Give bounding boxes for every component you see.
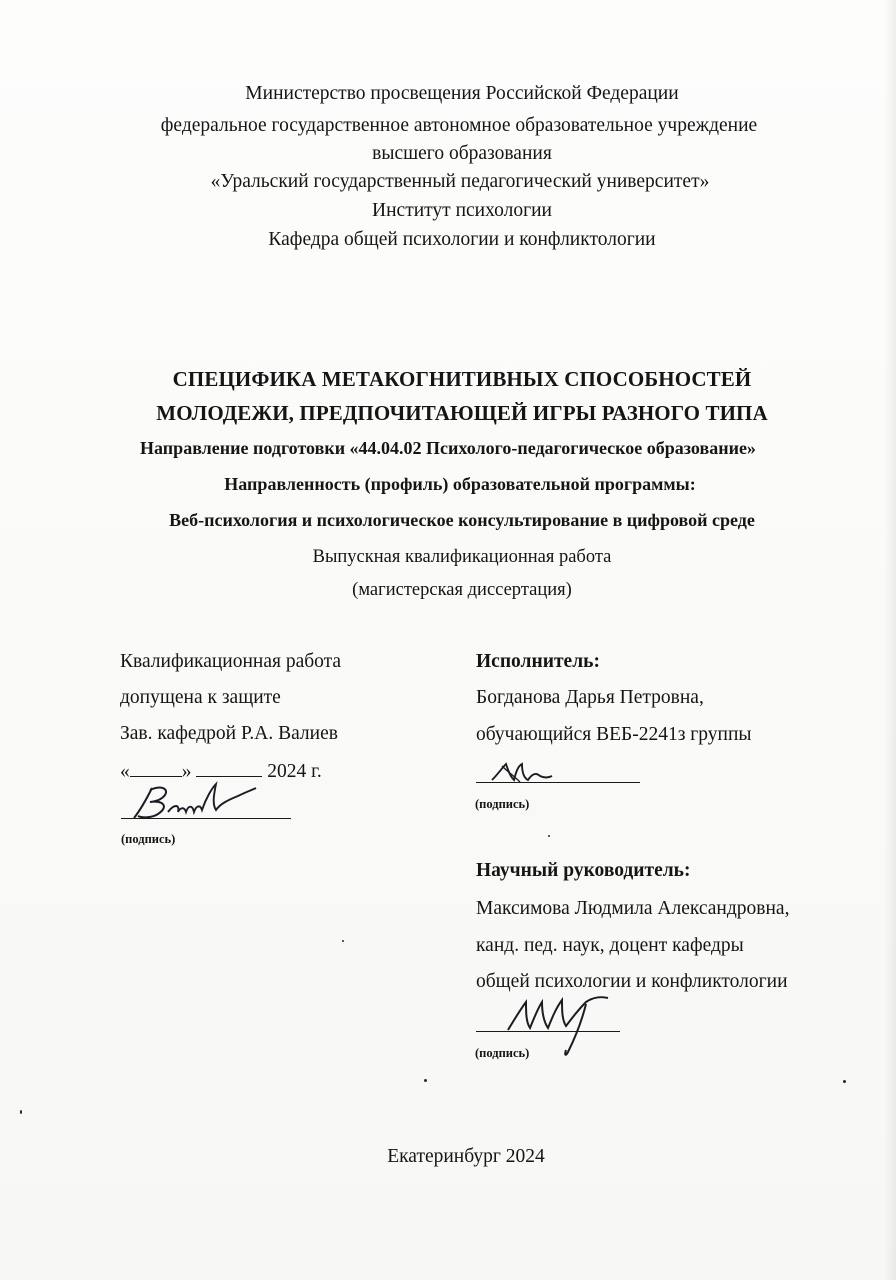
- head-of-department-signature: [128, 778, 278, 824]
- thesis-title-line-1: СПЕЦИФИКА МЕТАКОГНИТИВНЫХ СПОСОБНОСТЕЙ: [172, 367, 752, 391]
- supervisor-signature-caption: (подпись): [475, 1046, 530, 1060]
- university-line: «Уральский государственный педагогический университет»: [210, 171, 710, 192]
- program-profile-label: Направленность (профиль) образовательной программы:: [224, 474, 696, 494]
- supervisor-degree: канд. пед. наук, доцент кафедры: [476, 935, 744, 956]
- date-quote-open: «: [120, 761, 130, 782]
- study-direction: Направление подготовки «44.04.02 Психолого-педагогическое образование»: [140, 438, 756, 458]
- author-signature-caption: (подпись): [475, 797, 530, 811]
- institution-type-line: федеральное государственное автономное образовательное учреждение: [160, 115, 758, 136]
- admission-signature-caption: (подпись): [121, 832, 176, 846]
- head-of-department: Зав. кафедрой Р.А. Валиев: [120, 723, 338, 744]
- admission-line-2: допущена к защите: [120, 687, 281, 708]
- program-profile: Веб-психология и психологическое консультирование в цифровой среде: [169, 510, 755, 530]
- work-type: Выпускная квалификационная работа: [312, 547, 612, 567]
- supervisor-label: Научный руководитель:: [476, 860, 691, 881]
- scan-speck: [424, 1079, 427, 1082]
- institute-line: Институт психологии: [372, 200, 552, 221]
- work-subtype: (магистерская диссертация): [352, 580, 572, 600]
- scan-speck: [20, 1110, 22, 1114]
- date-quote-close: »: [181, 761, 192, 782]
- education-level-line: высшего образования: [372, 143, 552, 164]
- author-name: Богданова Дарья Петровна,: [476, 687, 704, 708]
- scan-speck: [843, 1080, 846, 1083]
- department-line: Кафедра общей психологии и конфликтологии: [268, 229, 656, 250]
- author-group: обучающийся ВЕБ-2241з группы: [476, 724, 752, 745]
- author-label: Исполнитель:: [476, 651, 600, 672]
- scan-speck: [342, 940, 344, 942]
- thesis-title-line-2: МОЛОДЕЖИ, ПРЕДПОЧИТАЮЩЕЙ ИГРЫ РАЗНОГО ТИПА: [156, 401, 768, 425]
- city-year: Екатеринбург 2024: [387, 1146, 545, 1167]
- ministry-line: Министерство просвещения Российской Федерации: [245, 83, 679, 104]
- author-signature: [488, 758, 558, 788]
- date-year: 2024 г.: [267, 761, 322, 782]
- admission-line-1: Квалификационная работа: [120, 651, 342, 672]
- supervisor-department: общей психологии и конфликтологии: [476, 971, 788, 992]
- supervisor-name: Максимова Людмила Александровна,: [476, 898, 790, 919]
- scan-speck: [548, 835, 550, 837]
